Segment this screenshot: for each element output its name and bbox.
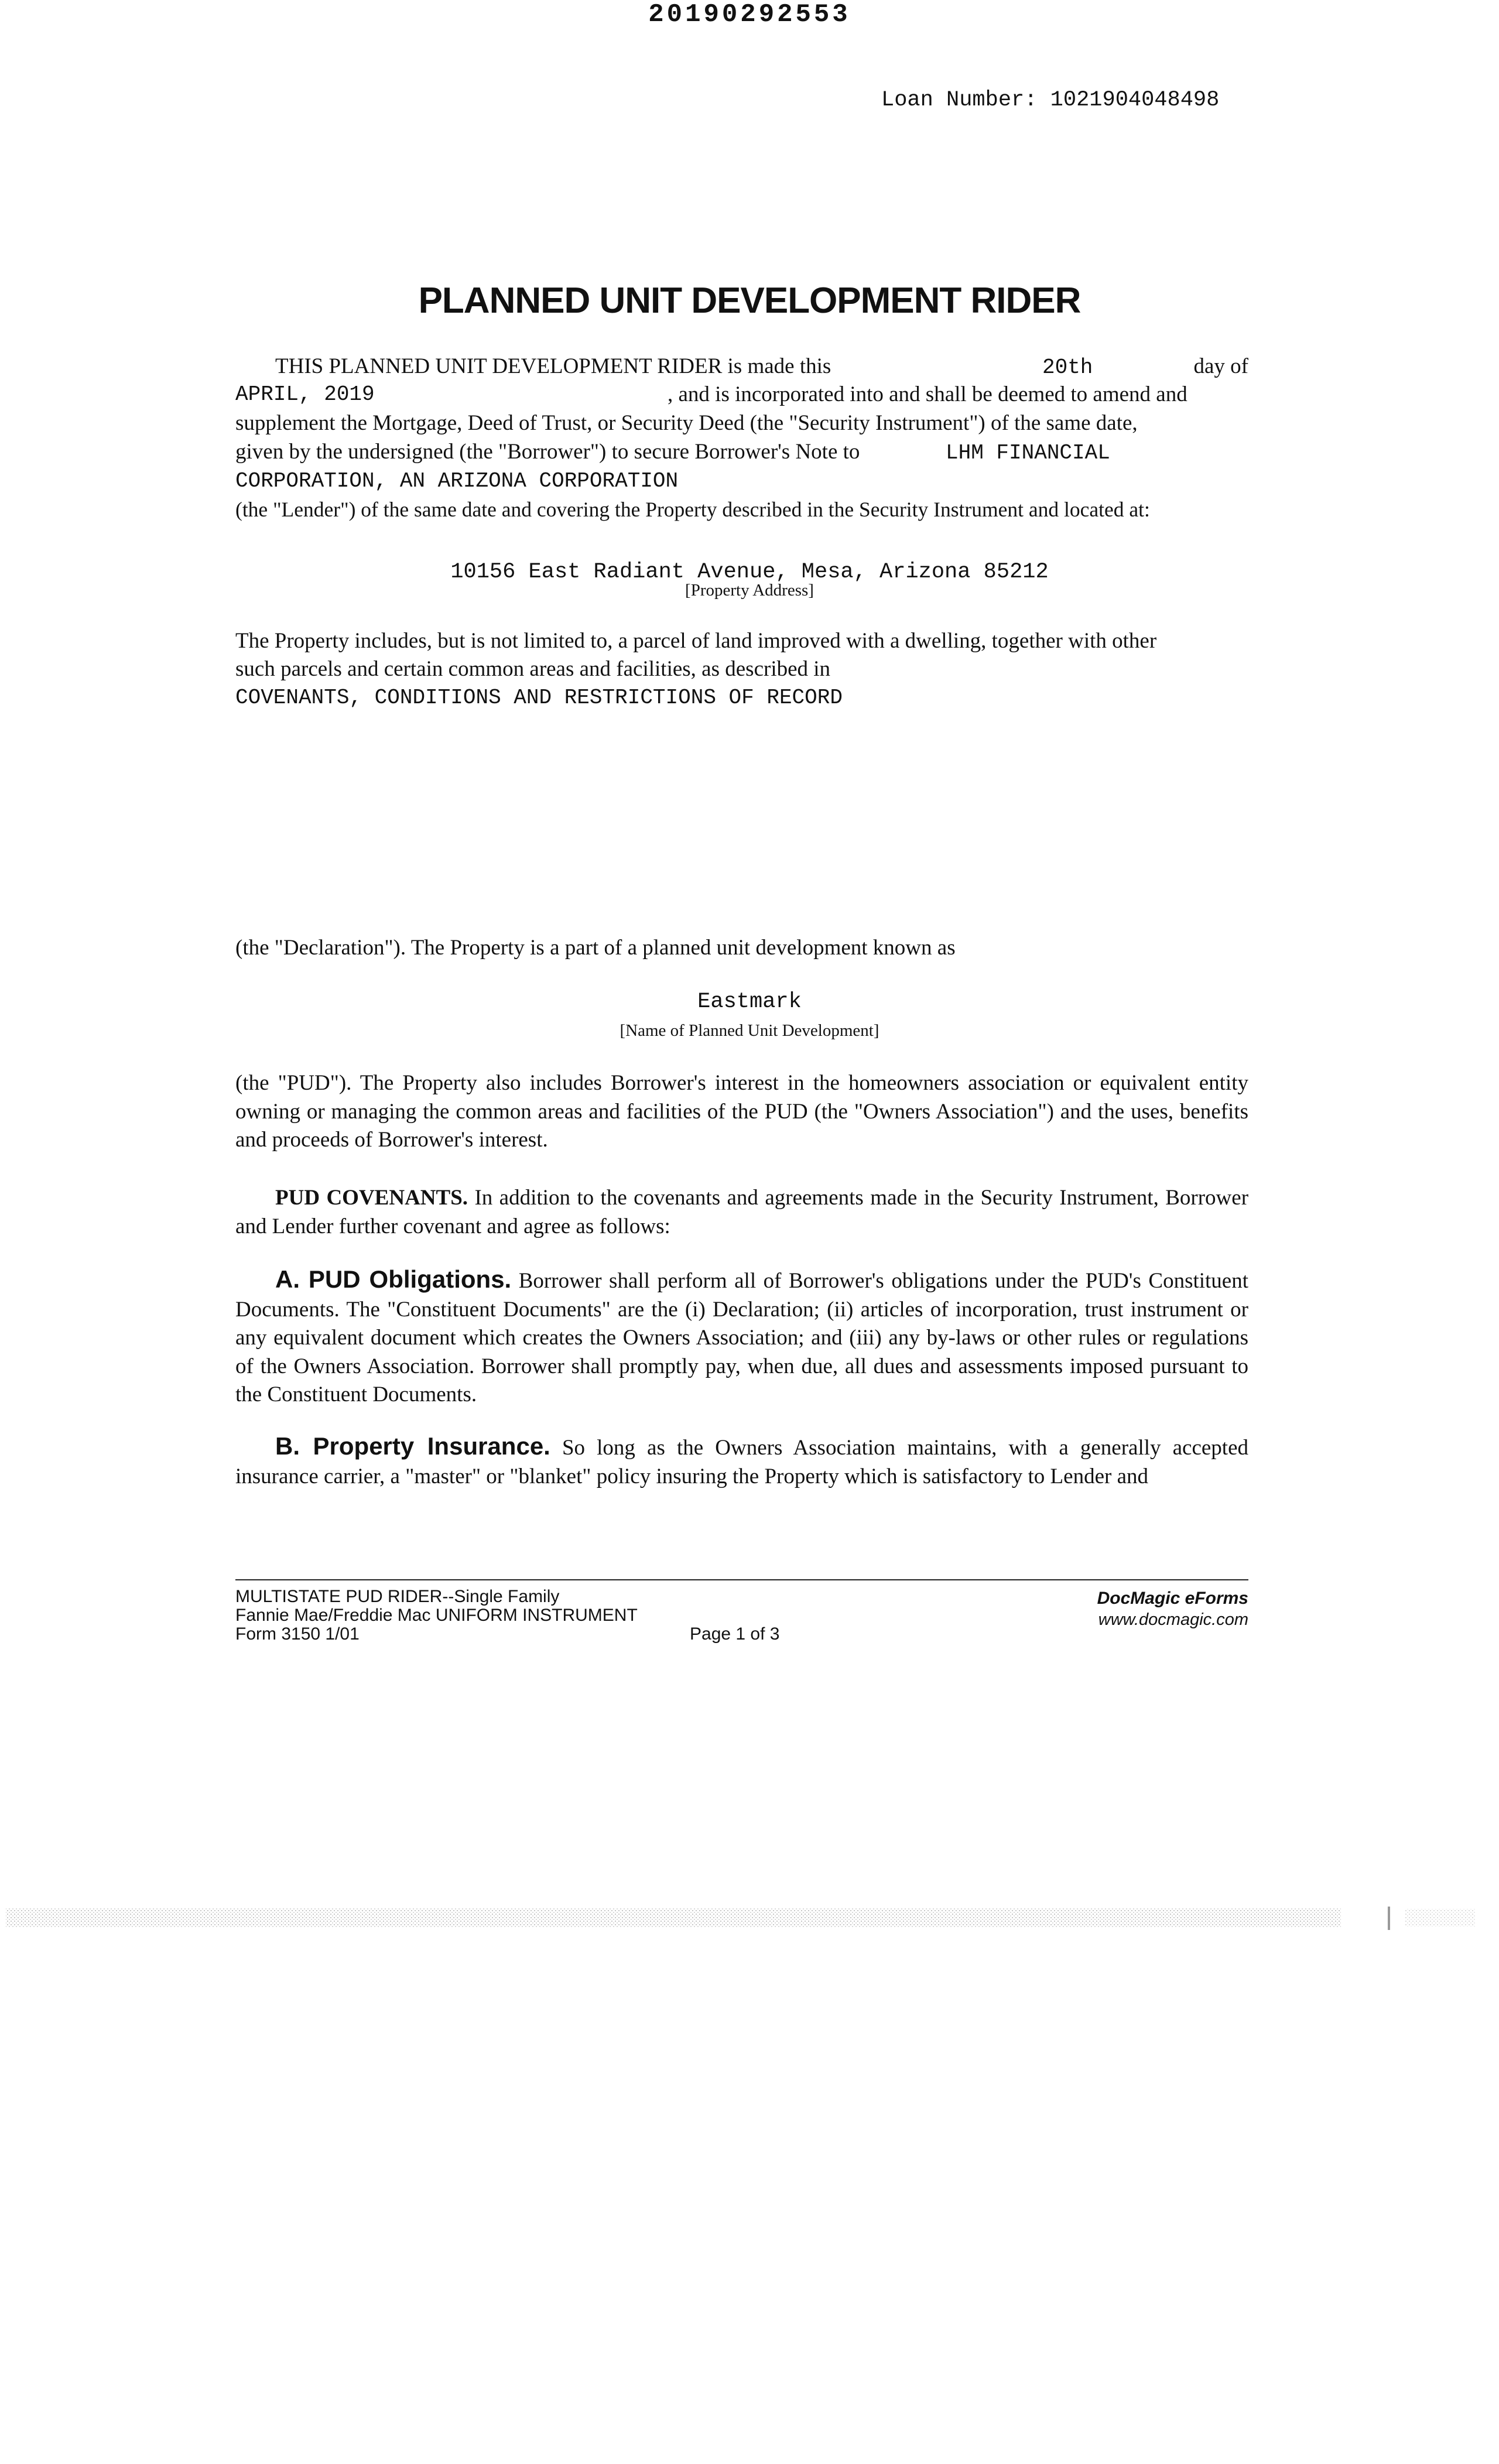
intro-day-of: day of	[1193, 354, 1248, 378]
intro-text-1: , and is incorporated into and shall be deemed to amend and	[668, 382, 1187, 406]
footer-instrument: Fannie Mae/Freddie Mac UNIFORM INSTRUMENT	[235, 1606, 638, 1625]
intro-date-fill: APRIL, 2019	[235, 382, 375, 406]
declaration-text-1: The Property includes, but is not limited to, a parcel of land improved with a dwelling, together with other	[235, 629, 1157, 653]
footer-divider	[235, 1579, 1248, 1580]
intro-text-3: given by the undersigned (the "Borrower") to secure Borrower's Note to	[235, 440, 860, 464]
loan-number-line	[881, 88, 1219, 112]
section-a-text: Borrower shall perform all of Borrower's obligations under the PUD's Constituent Documents. The "Constituent Documents" are the (i) Declaration; (ii) articles of incorporation, trust instrument or any equivalent document which creates the Owners Association; and (iii) any by-laws or other rules or regulations of the Owners Association. Borrower shall promptly pay, when due, all dues and assessments imposed pursuant to the Constituent Documents.	[235, 1269, 1249, 1406]
property-address: 10156 East Radiant Avenue, Mesa, Arizona 85212	[450, 560, 1049, 584]
docmagic-logo: DocMagic eForms	[1097, 1589, 1248, 1608]
covenants-paragraph	[235, 1184, 1248, 1241]
covenants-text: In addition to the covenants and agreements made in the Security Instrument, Borrower and Lender further covenant and agree as follows:	[235, 1186, 1249, 1238]
covenants-heading: PUD COVENANTS.	[275, 1186, 468, 1210]
declaration-text-3: (the "Declaration"). The Property is a part of a planned unit development known as	[235, 936, 956, 960]
loan-number: 1021904048498	[1050, 88, 1220, 112]
intro-lender-fill-1: LHM FINANCIAL	[946, 441, 1110, 465]
section-b-paragraph	[235, 1432, 1248, 1491]
footer-form-title: MULTISTATE PUD RIDER--Single Family	[235, 1587, 560, 1606]
docmagic-url: www.docmagic.com	[1098, 1610, 1248, 1629]
property-address-caption: [Property Address]	[685, 581, 814, 600]
footer-page-number: Page 1 of 3	[690, 1624, 780, 1644]
section-a-paragraph	[235, 1265, 1248, 1409]
pud-paragraph: (the "PUD"). The Property also includes Borrower's interest in the homeowners association or equivalent entity owning or managing the common areas and facilities of the PUD (the "Owners Association") and the uses, benefits and proceeds of Borrower's interest.	[235, 1071, 1248, 1152]
intro-lead: THIS PLANNED UNIT DEVELOPMENT RIDER is made this	[275, 354, 831, 378]
recording-number: 20190292553	[648, 0, 851, 29]
document-title: PLANNED UNIT DEVELOPMENT RIDER	[418, 280, 1081, 321]
loan-number-label: Loan Number:	[881, 88, 1038, 112]
scan-artifact-band	[0, 1903, 1487, 1932]
pud-name: Eastmark	[697, 990, 802, 1014]
declaration-described-in: COVENANTS, CONDITIONS AND RESTRICTIONS OF RECORD	[235, 686, 843, 710]
intro-lender-fill-2: CORPORATION, AN ARIZONA CORPORATION	[235, 469, 679, 493]
pud-name-caption: [Name of Planned Unit Development]	[620, 1021, 879, 1040]
intro-text-4: (the "Lender") of the same date and covering the Property described in the Security Instrument and located at:	[235, 498, 1150, 521]
intro-text-2: supplement the Mortgage, Deed of Trust, or Security Deed (the "Security Instrument") of the same date,	[235, 411, 1138, 435]
footer-form-number: Form 3150 1/01	[235, 1624, 360, 1644]
declaration-text-2: such parcels and certain common areas and facilities, as described in	[235, 657, 831, 681]
intro-day-fill: 20th	[1042, 355, 1093, 379]
section-b-text: So long as the Owners Association maintains, with a generally accepted insurance carrier, a "master" or "blanket" policy insuring the Property which is satisfactory to Lender and	[235, 1436, 1249, 1488]
section-a-heading: A. PUD Obligations.	[275, 1265, 512, 1293]
section-b-heading: B. Property Insurance.	[275, 1432, 550, 1460]
